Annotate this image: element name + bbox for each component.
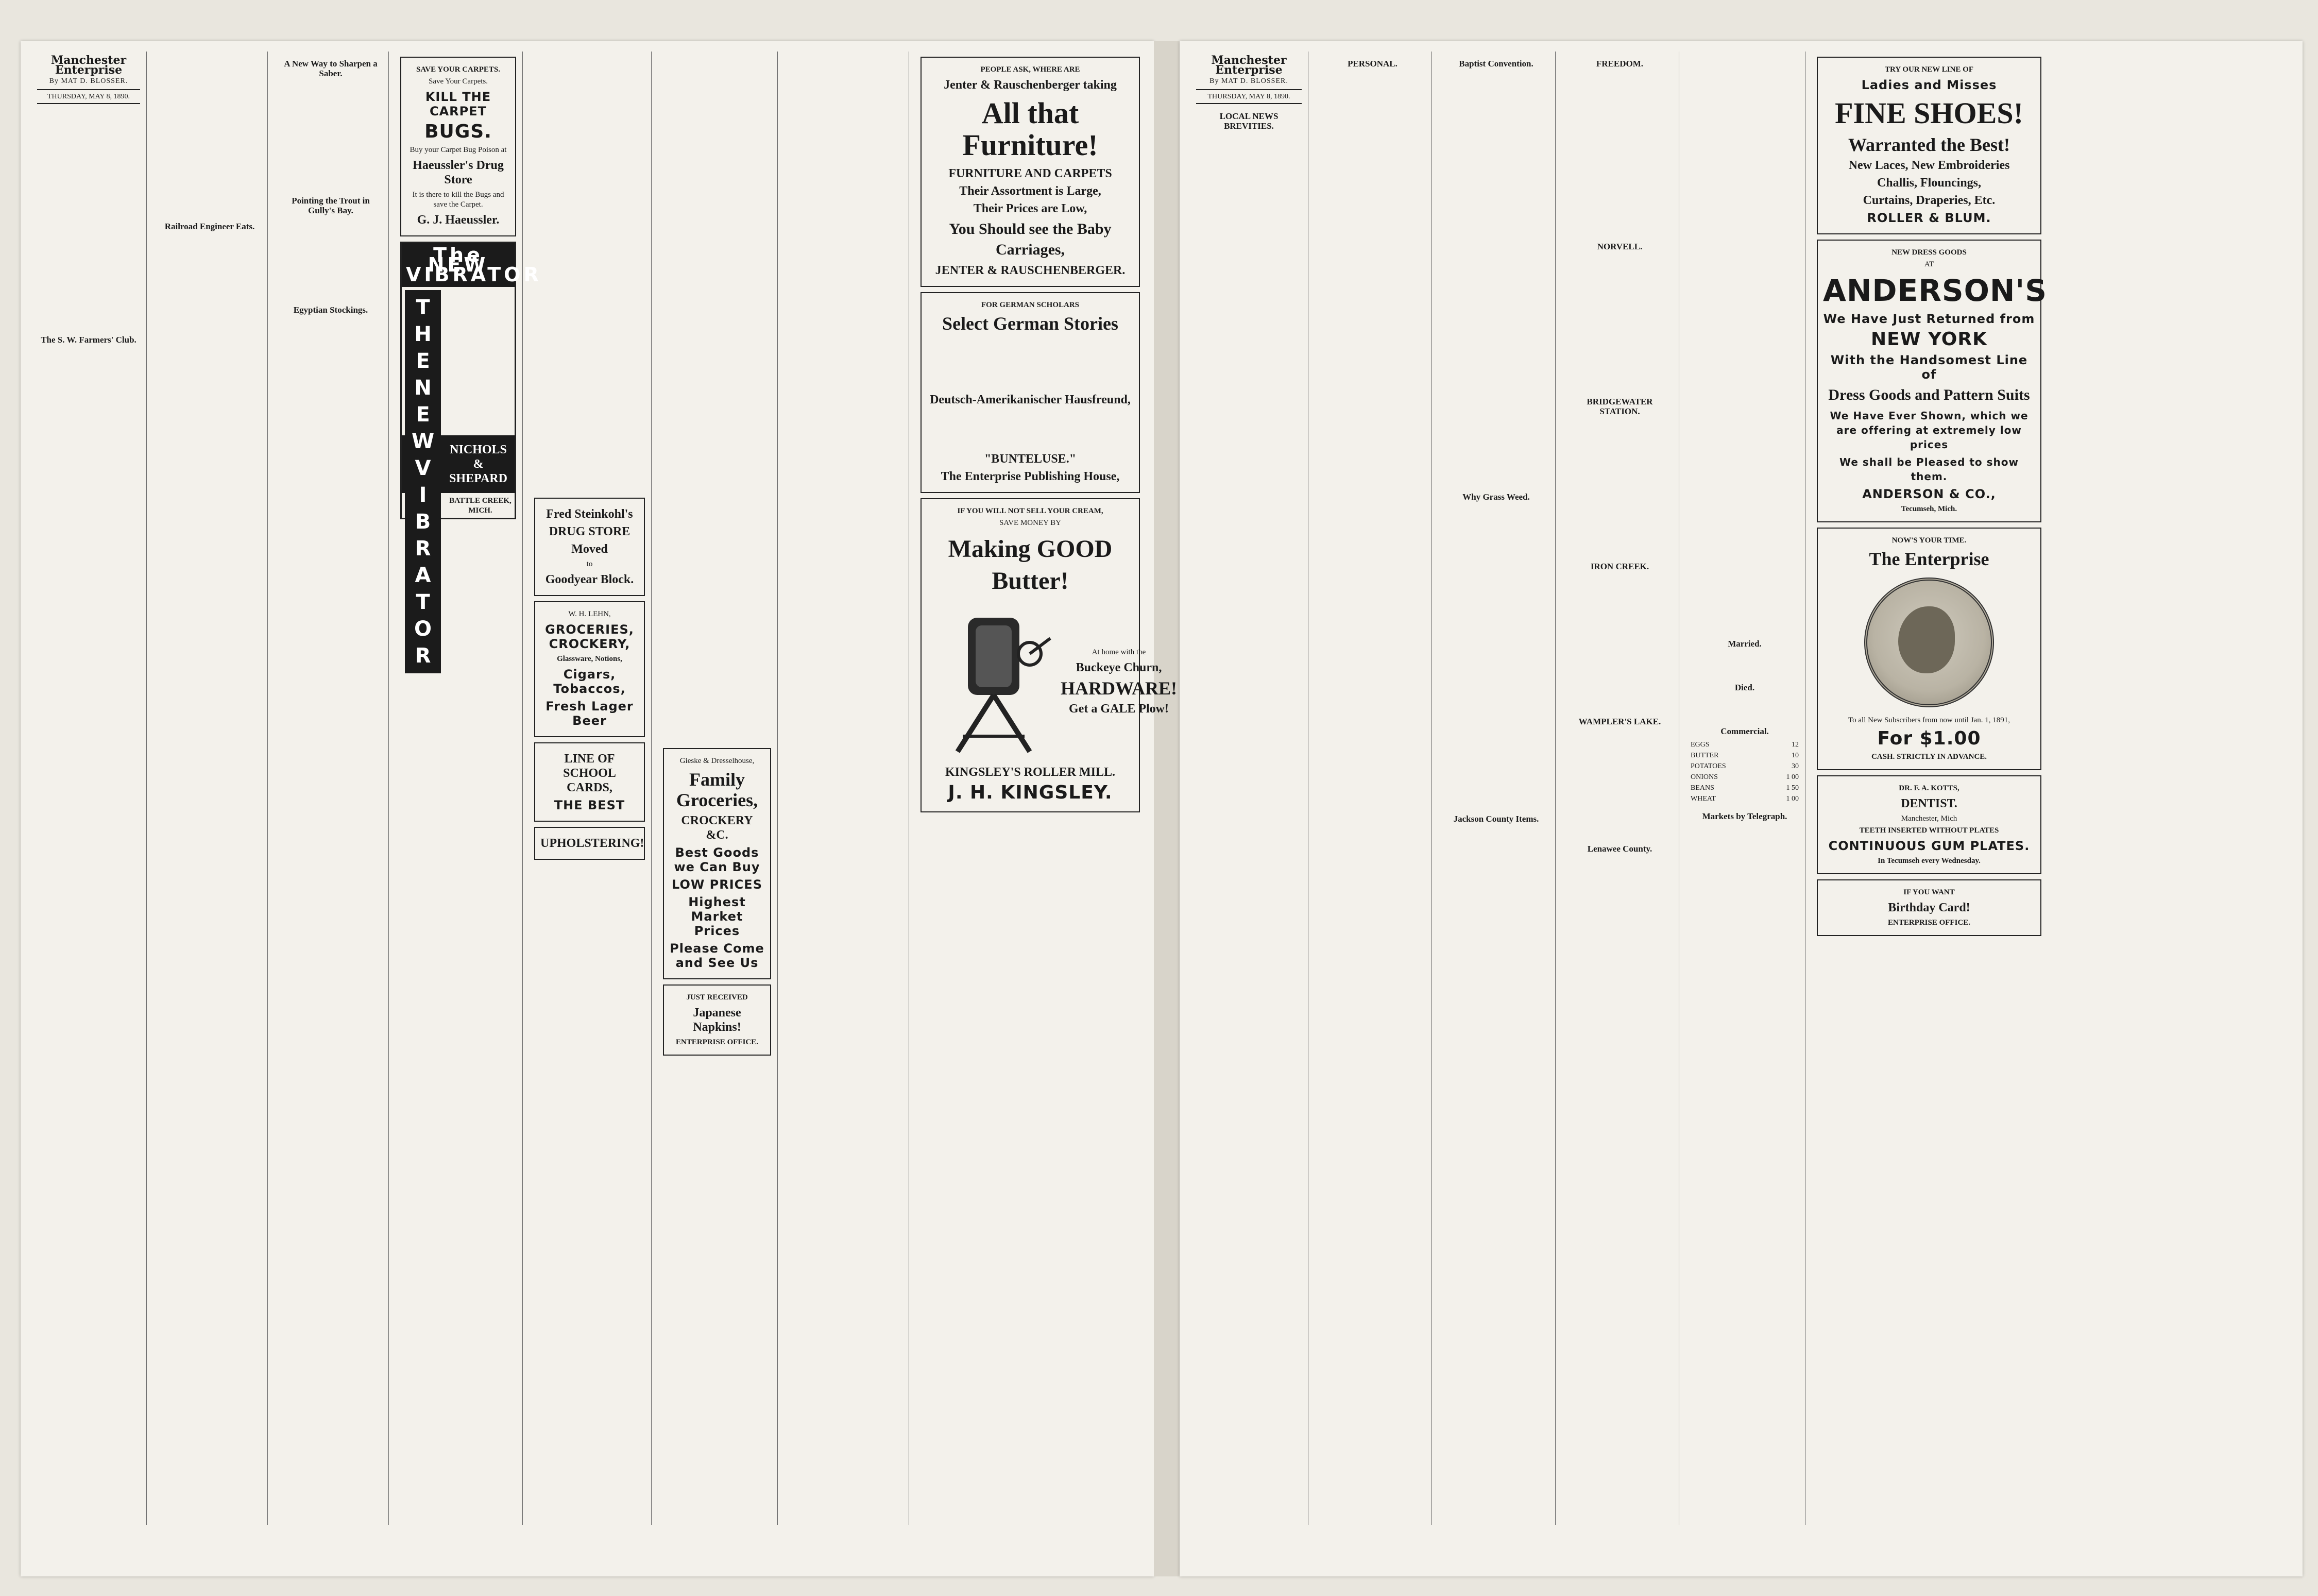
furniture-ad-line2: FURNITURE AND CARPETS	[948, 167, 1112, 180]
birthday-ad-line1: Birthday Card!	[1888, 901, 1970, 914]
furniture-ad	[921, 57, 1140, 287]
vibrator-letter: R	[415, 537, 431, 561]
dentist-ad	[1817, 775, 2041, 874]
shoes-ad-line4: Challis, Flouncings,	[1877, 176, 1982, 190]
german-ad-publisher: The Enterprise Publishing House,	[941, 470, 1120, 483]
birthday-card-ad	[1817, 879, 2041, 936]
vibrator-letter: N	[414, 376, 432, 400]
lehn-groceries-ad	[534, 601, 645, 737]
left-col3-heading-3: Egyptian Stockings.	[293, 305, 368, 315]
furniture-ad-line4: Their Prices are Low,	[973, 202, 1087, 215]
shoes-ad-line6: ROLLER & BLUM.	[1867, 211, 1991, 225]
subscribe-ad-price: For $1.00	[1877, 728, 1981, 749]
butter-churn-ad	[921, 498, 1178, 812]
furniture-ad-line1: Jenter & Rauschenberger taking	[944, 78, 1117, 92]
anderson-ad-name: ANDERSON'S	[1823, 273, 2048, 308]
butter-ad-line4: HARDWARE!	[1061, 677, 1178, 699]
vibrator-letter: T	[416, 296, 430, 319]
market-commodity: POTATOES	[1691, 762, 1726, 770]
drugstore-ad-name: Fred Steinkohl's	[546, 507, 633, 521]
vibrator-letter: E	[416, 403, 430, 427]
german-ad-motto: "BUNTELUSE."	[984, 452, 1077, 466]
right-col5-heading-1: Married.	[1728, 639, 1762, 649]
right-col4-heading-5: WAMPLER'S LAKE.	[1578, 717, 1661, 726]
anderson-ad-line5: We Have Ever Shown, which we are offering at extremely low prices	[1830, 410, 2029, 451]
page-gutter	[1154, 41, 1180, 1576]
market-row	[1691, 750, 1799, 761]
dentist-ad-name: DR. F. A. KOTTS,	[1899, 784, 1959, 792]
lehn-ad-line2: Glassware, Notions,	[557, 655, 622, 663]
butter-ad-line2: At home with the	[1092, 648, 1146, 656]
fine-shoes-ad	[1817, 57, 2041, 234]
left-byline: By MAT D. BLOSSER.	[49, 77, 128, 85]
grocery-ad-line4: LOW PRICES	[672, 877, 762, 892]
right-col5-heading-3: Commercial.	[1720, 726, 1769, 736]
market-row	[1691, 783, 1799, 793]
napkins-ad	[663, 984, 771, 1056]
shoes-ad-big: FINE SHOES!	[1835, 96, 2023, 130]
shoes-ad-line3: New Laces, New Embroideries	[1848, 159, 2010, 172]
carpet-bug-ad	[400, 57, 516, 236]
right-col3-heading-1: Baptist Convention.	[1459, 59, 1533, 69]
carpet-ad-line3: It is there to kill the Bugs and save the Carpet.	[412, 191, 504, 209]
vibrator-letter: V	[415, 456, 431, 480]
vibrator-letter: W	[411, 430, 435, 453]
butter-ad-line1: SAVE MONEY BY	[999, 519, 1061, 527]
churn-illustration-icon	[927, 607, 1061, 757]
market-commodity: BEANS	[1691, 784, 1714, 792]
market-price-table	[1691, 739, 1799, 804]
carpet-ad-bugs: BUGS.	[424, 121, 492, 142]
vibrator-ad	[400, 242, 542, 668]
left-dateline: THURSDAY, MAY 8, 1890.	[37, 89, 140, 104]
shoes-ad-line5: Curtains, Draperies, Etc.	[1863, 194, 1996, 207]
subscription-ad	[1817, 528, 2041, 770]
right-column-6-ads	[1811, 52, 2048, 1525]
left-column-1	[31, 52, 147, 1525]
butter-ad-big: Making GOOD Butter!	[948, 535, 1113, 595]
right-column-3	[1437, 52, 1556, 1525]
anderson-dress-goods-ad	[1817, 240, 2048, 522]
right-column-2	[1314, 52, 1432, 1525]
the-best-line: THE BEST	[554, 798, 625, 812]
carpet-ad-kill: KILL THE CARPET	[425, 90, 491, 118]
grocery-ad-line2: CROCKERY &C.	[681, 814, 753, 842]
market-row	[1691, 772, 1799, 783]
anderson-ad-line4: Dress Goods and Pattern Suits	[1828, 386, 2030, 403]
vibrator-maker: NICHOLS & SHEPARD	[402, 435, 515, 493]
dentist-ad-line1: TEETH INSERTED WITHOUT PLATES	[1859, 826, 1999, 835]
market-price: 30	[1792, 762, 1799, 770]
market-commodity: ONIONS	[1691, 773, 1718, 781]
market-price: 1 50	[1786, 784, 1799, 792]
right-col3-heading-3: Jackson County Items.	[1453, 814, 1539, 824]
anderson-ad-line1: We Have Just Returned from	[1823, 312, 2035, 326]
right-dateline: THURSDAY, MAY 8, 1890.	[1196, 89, 1302, 104]
anderson-ad-line2: NEW YORK	[1871, 329, 1987, 350]
drugstore-ad-line4: Goodyear Block.	[545, 573, 634, 586]
vibrator-letter: A	[415, 564, 431, 587]
vibrator-letter: H	[414, 322, 432, 346]
vibrator-letter: O	[414, 617, 432, 641]
carpet-ad-store: Haeussler's Drug Store	[413, 159, 504, 186]
lehn-ad-line3: Cigars, Tobaccos,	[553, 667, 626, 696]
left-column-4-ads	[394, 52, 542, 1525]
right-col1-heading-1: LOCAL NEWS BREVITIES.	[1219, 111, 1279, 131]
drugstore-ad-line2: Moved	[571, 542, 608, 556]
shoes-ad-top: TRY OUR NEW LINE OF	[1885, 65, 1973, 74]
left-column-2	[152, 52, 268, 1525]
subscribe-ad-terms: CASH. STRICTLY IN ADVANCE.	[1871, 753, 1987, 761]
anderson-ad-top: NEW DRESS GOODS	[1891, 248, 1967, 257]
left-col2-heading-1: Railroad Engineer Eats.	[164, 222, 255, 231]
anderson-ad-line6: We shall be Pleased to show them.	[1839, 456, 2019, 483]
left-masthead: Manchester Enterprise	[50, 54, 127, 77]
market-row	[1691, 793, 1799, 804]
market-commodity: WHEAT	[1691, 795, 1716, 803]
dentist-ad-line2: CONTINUOUS GUM PLATES.	[1828, 839, 2030, 853]
grocery-ad-line5: Highest Market Prices	[688, 895, 746, 938]
anderson-ad-at: AT	[1924, 260, 1934, 268]
dentist-ad-title: DENTIST.	[1901, 797, 1957, 810]
school-cards-ad	[534, 742, 645, 822]
market-price: 1 00	[1786, 773, 1799, 781]
german-ad-title: Select German Stories	[942, 313, 1118, 334]
left-col3-heading-1: A New Way to Sharpen a Saber.	[284, 59, 378, 78]
right-col3-heading-2: Why Grass Weed.	[1462, 492, 1530, 502]
vibrator-letter: B	[415, 510, 431, 534]
anderson-ad-line3: With the Handsomest Line of	[1830, 353, 2028, 382]
market-price: 10	[1792, 752, 1799, 759]
right-col4-heading-1: FREEDOM.	[1596, 59, 1644, 69]
right-col4-heading-4: IRON CREEK.	[1590, 562, 1649, 571]
subscribe-ad-top: NOW'S YOUR TIME.	[1891, 536, 1967, 545]
carpet-ad-owner: G. J. Haeussler.	[417, 213, 500, 227]
right-col4-heading-3: BRIDGEWATER STATION.	[1587, 397, 1653, 416]
german-ad-top: FOR GERMAN SCHOLARS	[981, 301, 1079, 309]
market-commodity: BUTTER	[1691, 752, 1719, 759]
left-column-3	[273, 52, 389, 1525]
vibrator-title: The NEW VIBRATOR	[402, 243, 515, 287]
left-column-6	[657, 52, 778, 1525]
school-cards-line: LINE OF SCHOOL CARDS,	[563, 752, 616, 794]
napkins-ad-line3: ENTERPRISE OFFICE.	[675, 1038, 759, 1046]
gieske-grocery-ad	[663, 748, 771, 979]
right-column-4	[1561, 52, 1679, 1525]
lehn-ad-top: W. H. LEHN,	[568, 610, 611, 618]
furniture-ad-line6: JENTER & RAUSCHENBERGER.	[935, 264, 1126, 277]
shoes-ad-line1: Ladies and Misses	[1861, 78, 1997, 92]
right-col4-heading-2: NORVELL.	[1597, 242, 1643, 251]
birthday-ad-line2: ENTERPRISE OFFICE.	[1887, 919, 1971, 927]
drugstore-ad-line1: DRUG STORE	[549, 525, 630, 538]
german-ad-paper: Deutsch-Amerikanischer Hausfreund,	[930, 393, 1131, 406]
left-col1-heading-1: The S. W. Farmers' Club.	[41, 335, 137, 345]
subscribe-ad-title: The Enterprise	[1869, 549, 1989, 569]
carpet-ad-line2: Buy your Carpet Bug Poison at	[410, 146, 507, 154]
furniture-ad-line5: You Should see the Baby Carriages,	[949, 220, 1112, 258]
carpet-ad-line1: Save Your Carpets.	[429, 77, 488, 86]
butter-ad-line5: Get a GALE Plow!	[1069, 702, 1169, 716]
anderson-ad-line8: Tecumseh, Mich.	[1901, 505, 1957, 513]
furniture-ad-big: All that Furniture!	[962, 96, 1098, 162]
butter-ad-top: IF YOU WILL NOT SELL YOUR CREAM,	[957, 507, 1103, 515]
market-price: 12	[1792, 741, 1799, 749]
lehn-ad-line1: GROCERIES, CROCKERY,	[545, 622, 634, 651]
shoes-ad-line2: Warranted the Best!	[1848, 134, 2010, 155]
right-masthead: Manchester Enterprise	[1211, 54, 1287, 77]
subscribe-ad-line1: To all New Subscribers from now until Jan. 1, 1891,	[1848, 716, 2010, 724]
napkins-ad-line1: JUST RECEIVED	[686, 993, 748, 1001]
vibrator-letter: R	[415, 644, 431, 668]
furniture-ad-top: PEOPLE ASK, WHERE ARE	[980, 65, 1080, 74]
birthday-ad-top: IF YOU WANT	[1903, 888, 1955, 896]
vibrator-place: BATTLE CREEK, MICH.	[449, 497, 512, 515]
left-column-8-ads	[914, 52, 1178, 1525]
market-commodity: EGGS	[1691, 741, 1710, 749]
steinkohl-drugstore-ad	[534, 498, 645, 596]
butter-ad-line7: J. H. KINGSLEY.	[948, 782, 1113, 803]
lehn-ad-line4: Fresh Lager Beer	[546, 699, 634, 728]
right-byline: By MAT D. BLOSSER.	[1209, 77, 1288, 85]
furniture-ad-line3: Their Assortment is Large,	[959, 184, 1101, 198]
left-column-7-notices	[783, 52, 909, 1525]
market-price: 1 00	[1786, 795, 1799, 803]
grocery-ad-name: Gieske & Dresselhouse,	[679, 757, 755, 765]
grocery-ad-line6: Please Come and See Us	[670, 941, 764, 970]
upholstering-line: UPHOLSTERING!	[540, 837, 644, 850]
vibrator-letter: E	[416, 349, 430, 373]
german-stories-ad	[921, 292, 1140, 493]
napkins-ad-line2: Japanese Napkins!	[693, 1006, 741, 1034]
right-col2-heading-1: PERSONAL.	[1348, 59, 1397, 69]
dentist-ad-line3: In Tecumseh every Wednesday.	[1878, 857, 1981, 865]
right-column-1	[1190, 52, 1308, 1525]
butter-ad-line3: Buckeye Churn,	[1076, 660, 1162, 674]
anderson-ad-line7: ANDERSON & CO.,	[1862, 487, 1996, 501]
right-column-5	[1684, 52, 1805, 1525]
butter-ad-line6: KINGSLEY'S ROLLER MILL.	[945, 766, 1116, 779]
market-row	[1691, 761, 1799, 772]
grocery-ad-line3: Best Goods we Can Buy	[674, 845, 760, 874]
left-column-5-ads	[528, 52, 652, 1525]
vibrator-letter: I	[419, 483, 427, 507]
drugstore-ad-line3: to	[586, 560, 593, 568]
upholstering-ad	[534, 827, 645, 860]
right-col4-heading-6: Lenawee County.	[1587, 844, 1652, 854]
market-row	[1691, 739, 1799, 750]
grocery-ad-line1: Family Groceries,	[676, 769, 758, 810]
vibrator-letter: T	[416, 590, 430, 614]
vibrator-vertical-letters	[405, 290, 441, 673]
carpet-ad-top: SAVE YOUR CARPETS.	[416, 65, 500, 74]
right-col5-heading-2: Died.	[1734, 683, 1755, 692]
right-col5-heading-4: Markets by Telegraph.	[1702, 811, 1787, 821]
dentist-ad-place: Manchester, Mich	[1901, 814, 1957, 823]
left-col3-heading-2: Pointing the Trout in Gully's Bay.	[292, 196, 370, 215]
coin-illustration-icon	[1864, 578, 1994, 707]
